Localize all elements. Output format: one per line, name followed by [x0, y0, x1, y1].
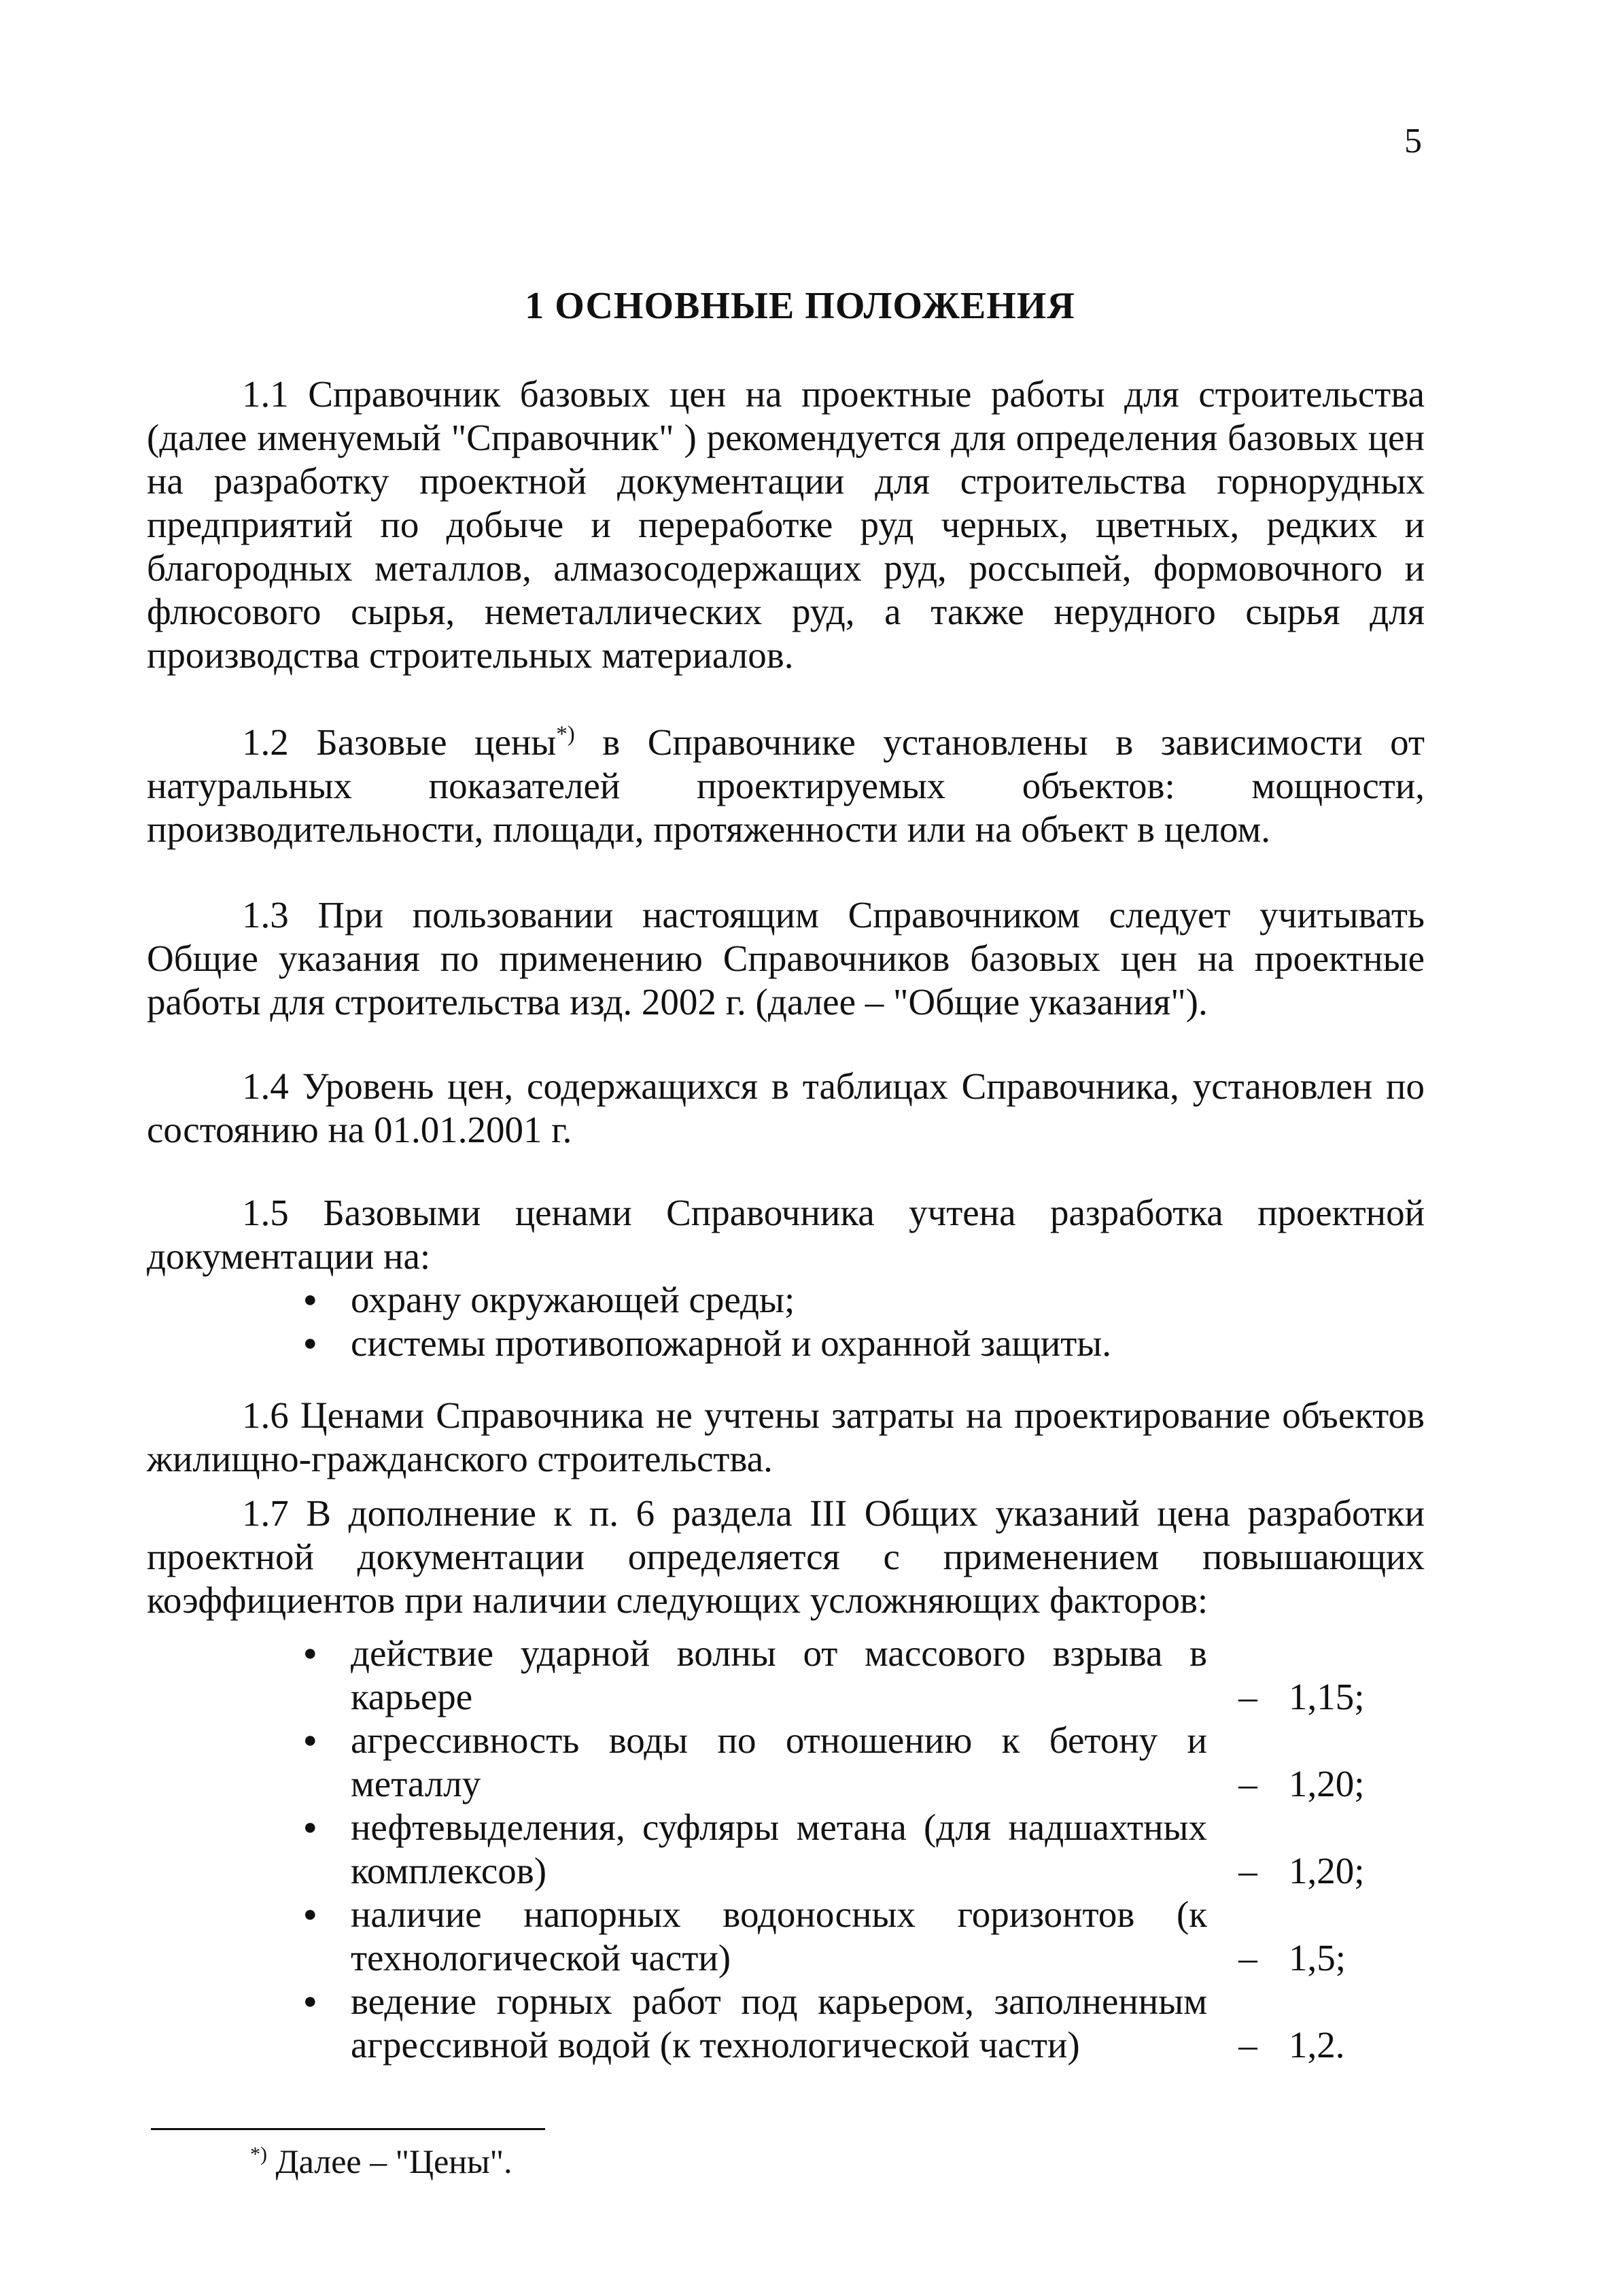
- factor-text: ● ведение горных работ под карьером, заполненным агрессивной водой (к технологической части): [351, 1981, 1207, 2066]
- factor-value: 1,2.: [1289, 2024, 1345, 2066]
- factor-text: ● наличие напорных водоносных горизонтов (к технологической части): [351, 1894, 1207, 1978]
- factor-dash: –: [1238, 1676, 1257, 1717]
- list-item: [303, 1806, 1425, 1893]
- factor-dash: –: [1238, 1850, 1257, 1891]
- factor-dash: –: [1238, 2024, 1257, 2066]
- factor-value: 1,5;: [1289, 1937, 1346, 1978]
- paragraph-text: 1.7 В дополнение к п. 6 раздела III Общих указаний цена разработки проектной документации определяется с применением повышающих коэффициентов при наличии следующих усложняющих факторов:: [147, 1492, 1425, 1621]
- factor-list: [147, 1632, 1425, 2067]
- factor-value: 1,15;: [1289, 1676, 1365, 1717]
- factor-text: ● нефтевыделения, суфляры метана (для надшахтных комплексов): [351, 1806, 1207, 1891]
- list-item: [303, 1632, 1425, 1719]
- section-title: 1 ОСНОВНЫЕ ПОЛОЖЕНИЯ: [525, 285, 1075, 327]
- page-number: 5: [1404, 122, 1422, 160]
- paragraph-1-2: [147, 721, 1425, 851]
- paragraph-1-3: [147, 893, 1425, 1024]
- factor-dash: –: [1238, 1937, 1257, 1978]
- paragraph-text: 1.1 Справочник базовых цен на проектные работы для строительства (далее именуемый "Справочник" ) рекомендуется для определения базовых цен на разработку проектной документации для строительства горнорудных предприятий по добыче и переработке руд черных, цветных, редких и благородных металлов, алмазосодержащих руд, россыпей, формовочного и флюсового сырья, неметаллических руд, а также нерудного сырья для производства строительных материалов.: [147, 373, 1425, 676]
- factor-value: 1,20;: [1289, 1763, 1365, 1804]
- paragraph-1-4: [147, 1065, 1425, 1152]
- factor-value: 1,20;: [1289, 1850, 1365, 1891]
- footnote-divider: [151, 2128, 545, 2130]
- footnote-marker: *): [250, 2143, 267, 2165]
- paragraph-text: 1.5 Базовыми ценами Справочника учтена разработка проектной документации на:: [147, 1192, 1425, 1277]
- paragraph-text: 1.6 Ценами Справочника не учтены затраты на проектирование объектов жилищно-гражданского строительства.: [147, 1394, 1425, 1479]
- paragraph-text: 1.2 Базовые цены: [242, 721, 557, 763]
- footnote: [250, 2142, 512, 2181]
- footnote-marker: *): [556, 722, 575, 747]
- factor-text: ● действие ударной волны от массового взрыва в карьере: [351, 1632, 1207, 1717]
- list-item: ● охрану окружающей среды;: [303, 1278, 1425, 1322]
- list-item: ● системы противопожарной и охранной защиты.: [303, 1322, 1425, 1365]
- bullet-list: [147, 1278, 1425, 1365]
- factor-dash: –: [1238, 1763, 1257, 1804]
- footnote-text: Далее – "Цены".: [267, 2142, 512, 2180]
- paragraph-1-7: [147, 1492, 1425, 2067]
- list-item: [303, 1719, 1425, 1806]
- factor-text: ● агрессивность воды по отношению к бетону и металлу: [351, 1719, 1207, 1804]
- paragraph-1-5: [147, 1191, 1425, 1365]
- paragraph-text: в Справочнике установлены в зависимости от натуральных показателей проектируемых объектов: мощности, производительности, площади, протяженности или на объект в целом.: [147, 721, 1425, 850]
- list-item: [303, 1893, 1425, 1980]
- paragraph-text: 1.4 Уровень цен, содержащихся в таблицах Справочника, установлен по состоянию на 01.01.2001 г.: [147, 1065, 1425, 1150]
- list-item: [303, 1980, 1425, 2067]
- paragraph-1-6: [147, 1394, 1425, 1481]
- paragraph-1-1: [147, 373, 1425, 677]
- paragraph-text: 1.3 При пользовании настоящим Справочником следует учитывать Общие указания по применению Справочников базовых цен на проектные работы для строительства изд. 2002 г. (далее – "Общие указания").: [147, 894, 1425, 1023]
